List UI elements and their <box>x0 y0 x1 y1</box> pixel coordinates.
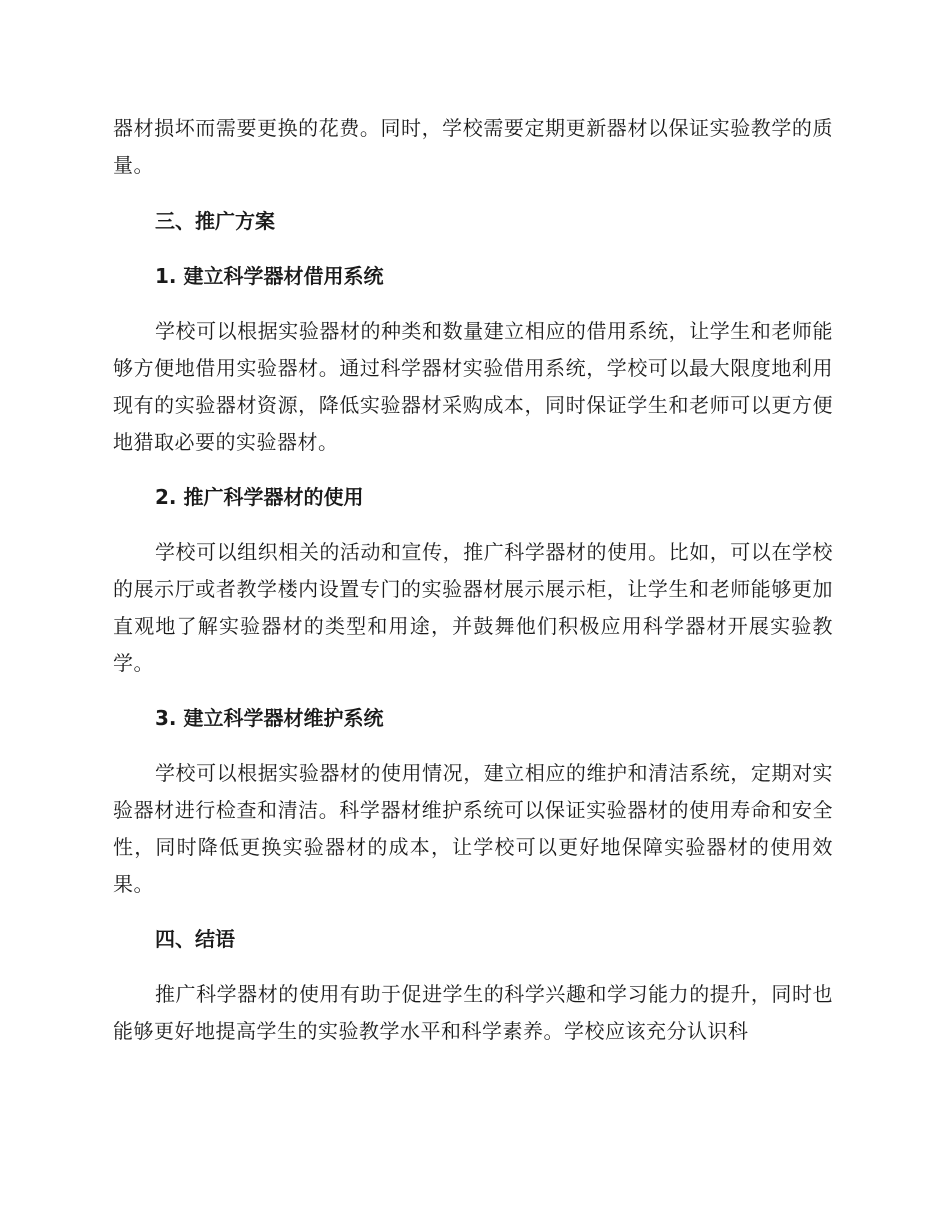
subheading-promote-usage: 2. 推广科学器材的使用 <box>155 485 364 509</box>
continued-paragraph: 器材损坏而需要更换的花费。同时，学校需要定期更新器材以保证实验教学的质量。 <box>113 116 833 177</box>
document-page <box>113 110 833 1050</box>
section-heading-promotion-plan: 三、推广方案 <box>155 209 275 233</box>
paragraph-maintenance-system: 学校可以根据实验器材的使用情况，建立相应的维护和清洁系统，定期对实验器材进行检查和清洁。科学器材维护系统可以保证实验器材的使用寿命和安全性，同时降低更换实验器材的成本，让学校可以更好地保障实验器材的使用效果。 <box>113 761 833 896</box>
subheading-maintenance-system: 3. 建立科学器材维护系统 <box>155 706 384 730</box>
section-heading-conclusion: 四、结语 <box>155 927 235 951</box>
paragraph-borrowing-system: 学校可以根据实验器材的种类和数量建立相应的借用系统，让学生和老师能够方便地借用实验器材。通过科学器材实验借用系统，学校可以最大限度地利用现有的实验器材资源，降低实验器材采购成本，同时保证学生和老师可以更方便地猎取必要的实验器材。 <box>113 319 833 454</box>
paragraph-conclusion: 推广科学器材的使用有助于促进学生的科学兴趣和学习能力的提升，同时也能够更好地提高学生的实验教学水平和科学素养。学校应该充分认识科 <box>113 982 833 1043</box>
subheading-borrowing-system: 1. 建立科学器材借用系统 <box>155 264 384 288</box>
paragraph-promote-usage: 学校可以组织相关的活动和宣传，推广科学器材的使用。比如，可以在学校的展示厅或者教学楼内设置专门的实验器材展示展示柜，让学生和老师能够更加直观地了解实验器材的类型和用途，并鼓舞他们积极应用科学器材开展实验教学。 <box>113 540 833 675</box>
